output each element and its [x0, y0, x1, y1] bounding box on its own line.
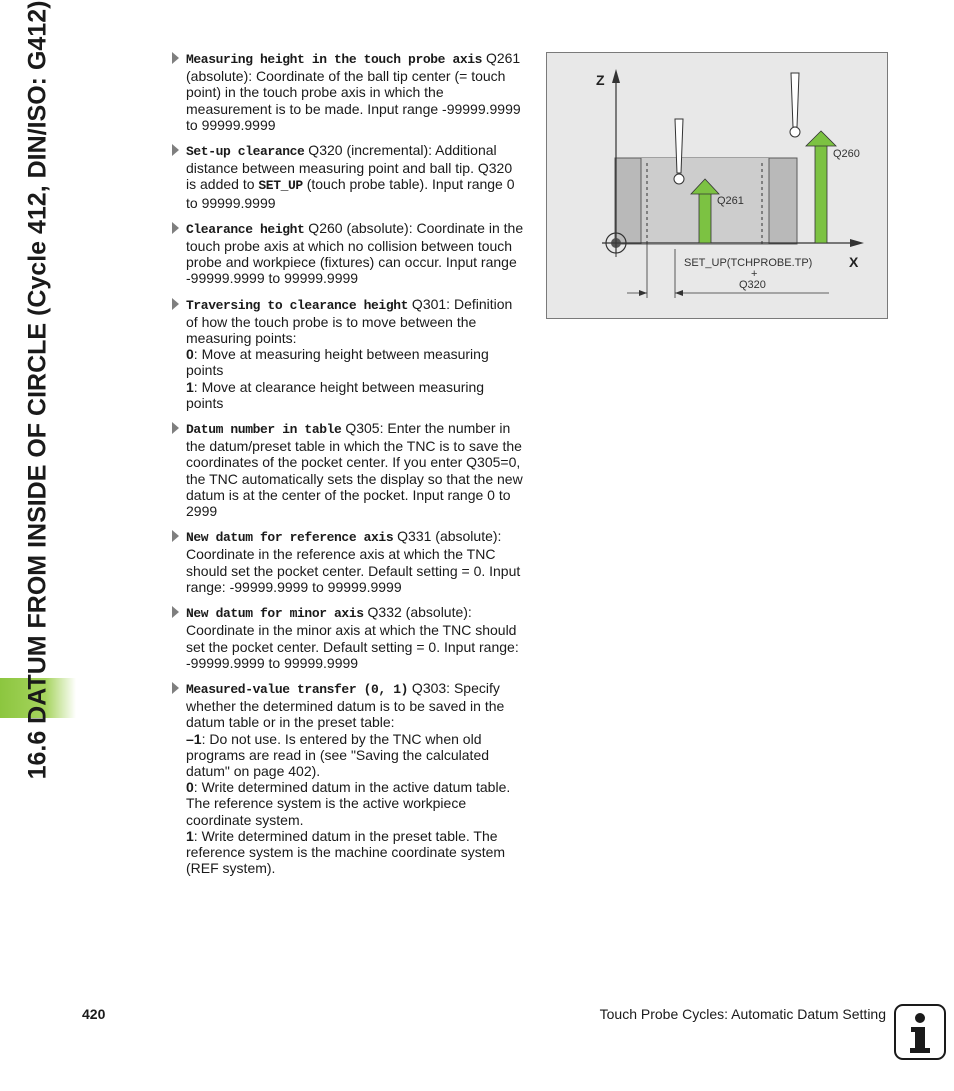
param-desc: Q331 (absolute): Coordinate in the reference axis at which the TNC should set the pocket center. Default setting = 0. Input range: -99999.9999 to 99999.9999: [186, 528, 521, 595]
param-desc-cont: (touch probe table). Input range 0 to 99999.9999: [186, 176, 515, 211]
chapter-title: 16.6 DATUM FROM INSIDE OF CIRCLE (Cycle 412, DIN/ISO: G412): [23, 0, 52, 780]
param-q303: [172, 680, 524, 876]
param-q305: [172, 420, 524, 519]
param-desc: Q301: Definition of how the touch probe is to move between the measuring points:: [186, 295, 513, 347]
option: –1: Do not use. Is entered by the TNC when old programs are read in (see "Saving the calculated datum" on page 402).: [186, 730, 490, 779]
param-name: Clearance height: [186, 221, 305, 237]
param-name: Measuring height in the touch probe axis: [186, 52, 483, 67]
bullet-arrow-icon: [172, 222, 179, 234]
q260-label: Q260: [833, 148, 860, 160]
param-desc: Q261 (absolute): Coordinate of the ball tip center (= touch point) in the touch probe axis in which the measurement is to be made. Input range -99999.9999 to 99999.9999: [186, 50, 521, 133]
side-chapter-tab: [0, 0, 76, 1091]
param-q260: [172, 220, 524, 287]
probe-diagram-svg: [547, 53, 887, 318]
z-axis-arrow-icon: [612, 69, 620, 83]
param-q301: [172, 296, 524, 411]
param-desc: Q332 (absolute): Coordinate in the minor axis at which the TNC should set the pocket center. Default setting = 0. Input range: -99999.9999 to 99999.9999: [186, 604, 519, 671]
bullet-arrow-icon: [172, 606, 179, 618]
x-axis-label: X: [849, 254, 859, 270]
bullet-arrow-icon: [172, 52, 179, 64]
q320-label: Q320: [739, 279, 766, 291]
bullet-arrow-icon: [172, 144, 179, 156]
param-name: New datum for minor axis: [186, 606, 364, 622]
q260-arrow-icon: [806, 131, 836, 243]
footer-chapter-title: Touch Probe Cycles: Automatic Datum Setting: [599, 1006, 886, 1022]
option: 0: Write determined datum in the active datum table. The reference system is the active workpiece coordinate system.: [186, 779, 511, 828]
option: 1: Move at clearance height between measuring points: [186, 378, 485, 411]
bullet-arrow-icon: [172, 682, 179, 694]
z-axis-label: Z: [596, 72, 605, 88]
bullet-arrow-icon: [172, 422, 179, 434]
param-name: Set-up clearance: [186, 144, 305, 160]
param-code: SET_UP: [258, 178, 303, 194]
option: 0: Move at measuring height between measuring points: [186, 346, 489, 379]
param-name: Measured-value transfer (0, 1): [186, 681, 409, 697]
bullet-arrow-icon: [172, 298, 179, 310]
probe-diagram: [546, 52, 888, 319]
param-name: Traversing to clearance height: [186, 297, 409, 313]
x-axis-arrow-icon: [850, 239, 864, 247]
q261-label: Q261: [717, 195, 744, 207]
param-q320: [172, 142, 524, 211]
param-name: New datum for reference axis: [186, 530, 394, 546]
param-q332: [172, 604, 524, 671]
param-name: Datum number in table: [186, 422, 342, 438]
param-desc: Q303: Specify whether the determined datum is to be saved in the datum table or in the preset table:: [186, 679, 505, 731]
param-desc: Q305: Enter the number in the datum/preset table in which the TNC is to save the coordinates of the pocket center. If you enter Q305=0, the TNC automatically sets the display so that the new datum is at the center of the pocket. Input range 0 to 2999: [186, 420, 523, 520]
param-desc: Q260 (absolute): Coordinate in the touch probe axis at which no collision between touch probe and workpiece (fixtures) can occur. Input range -99999.9999 to 99999.9999: [186, 219, 524, 287]
plus-label: +: [751, 268, 758, 280]
option: 1: Write determined datum in the preset table. The reference system is the machine coordinate system (REF system).: [186, 827, 506, 877]
bullet-arrow-icon: [172, 530, 179, 542]
probe-stylus-high: [790, 73, 800, 137]
param-desc: Q320 (incremental): Additional distance between measuring point and ball tip. Q320 is added to: [186, 142, 513, 193]
param-q331: [172, 528, 524, 595]
setup-label: SET_UP(TCHPROBE.TP): [684, 257, 813, 269]
info-icon: [894, 1004, 946, 1060]
page-number: 420: [82, 1006, 106, 1022]
parameter-list: [172, 50, 524, 885]
param-q261: [172, 50, 524, 133]
